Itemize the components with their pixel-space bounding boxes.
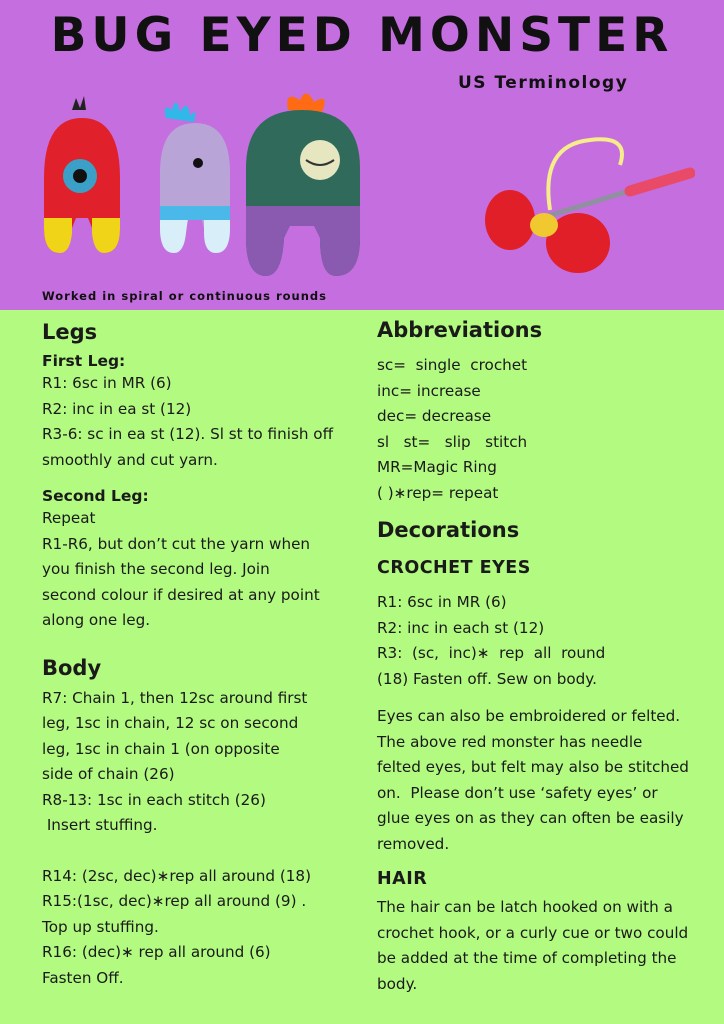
body-line: R15:(1sc, dec)∗rep all around (9) . xyxy=(42,892,307,910)
crochet-eyes-line: R3: (sc, inc)∗ rep all round xyxy=(377,644,606,662)
abbreviation-line: sl st= slip stitch xyxy=(377,432,528,451)
body-line: side of chain (26) xyxy=(42,765,175,783)
eyes-note-line: felted eyes, but felt may also be stitched xyxy=(377,758,689,776)
page-title: BUG EYED MONSTER xyxy=(50,8,674,63)
hair-line: crochet hook, or a curly cue or two could xyxy=(377,923,689,942)
body-line: R8-13: 1sc in each stitch (26) xyxy=(42,790,266,809)
body-heading: Body xyxy=(42,655,102,680)
body-line: Top up stuffing. xyxy=(42,917,159,936)
second-leg-line: R1-R6, but don’t cut the yarn when xyxy=(42,534,311,553)
body-line: Insert stuffing. xyxy=(42,816,158,834)
abbreviation-line: sc= single crochet xyxy=(377,356,528,374)
hair-line: body. xyxy=(377,974,418,993)
body-line: leg, 1sc in chain 1 (on opposite xyxy=(42,739,280,758)
lavender-monster-image xyxy=(160,102,230,253)
pattern-content xyxy=(0,310,724,1024)
hair-line: be added at the time of completing the xyxy=(377,949,677,967)
second-leg-line: along one leg. xyxy=(42,611,151,629)
left-column xyxy=(42,320,362,991)
right-column xyxy=(377,318,707,997)
decorations-heading: Decorations xyxy=(377,518,520,542)
abbreviation-line: dec= decrease xyxy=(377,407,492,425)
crochet-eyes-line: R1: 6sc in MR (6) xyxy=(377,593,507,611)
hair-title: HAIR xyxy=(377,869,428,889)
first-leg-line: R1: 6sc in MR (6) xyxy=(42,374,172,392)
red-monster-image xyxy=(44,96,120,253)
abbreviation-line: ( )∗rep= repeat xyxy=(377,483,499,502)
hair-line: The hair can be latch hooked on with a xyxy=(377,898,673,916)
crochet-eyes-line: (18) Fasten off. Sew on body. xyxy=(377,669,597,688)
second-leg-title: Second Leg: xyxy=(42,487,149,505)
body-line: R7: Chain 1, then 12sc around first xyxy=(42,688,308,707)
terminology-label: US Terminology xyxy=(458,73,629,93)
first-leg-line: smoothly and cut yarn. xyxy=(42,450,218,469)
abbreviation-line: MR=Magic Ring xyxy=(377,458,497,476)
abbreviation-line: inc= increase xyxy=(377,381,481,400)
body-line: R16: (dec)∗ rep all around (6) xyxy=(42,943,271,961)
body-line: Fasten Off. xyxy=(42,968,124,987)
second-leg-line: Repeat xyxy=(42,509,96,527)
eyes-note-line: glue eyes on as they can often be easily xyxy=(377,809,684,827)
eyes-note-line: Eyes can also be embroidered or felted. xyxy=(377,707,681,725)
body-line: R14: (2sc, dec)∗rep all around (18) xyxy=(42,866,312,885)
first-leg-line: R2: inc in ea st (12) xyxy=(42,399,192,418)
abbreviations-heading: Abbreviations xyxy=(377,318,543,342)
legs-on-hook-photo xyxy=(480,125,695,280)
crochet-eyes-line: R2: inc in each st (12) xyxy=(377,618,545,637)
eyes-note-line: removed. xyxy=(377,834,450,853)
monsters-photo xyxy=(38,88,398,278)
green-monster-image xyxy=(246,93,360,276)
crochet-eyes-title: CROCHET EYES xyxy=(377,558,531,578)
second-leg-line: second colour if desired at any point xyxy=(42,585,320,604)
eyes-note-line: The above red monster has needle xyxy=(377,732,643,751)
second-leg-line: you finish the second leg. Join xyxy=(42,560,270,578)
body-line: leg, 1sc in chain, 12 sc on second xyxy=(42,714,299,732)
first-leg-line: R3-6: sc in ea st (12). Sl st to finish off xyxy=(42,425,334,443)
legs-heading: Legs xyxy=(42,320,98,344)
worked-note: Worked in spiral or continuous rounds xyxy=(42,289,328,303)
header-banner xyxy=(0,0,724,310)
first-leg-title: First Leg: xyxy=(42,352,126,370)
eyes-note-line: on. Please don’t use ‘safety eyes’ or xyxy=(377,783,658,802)
